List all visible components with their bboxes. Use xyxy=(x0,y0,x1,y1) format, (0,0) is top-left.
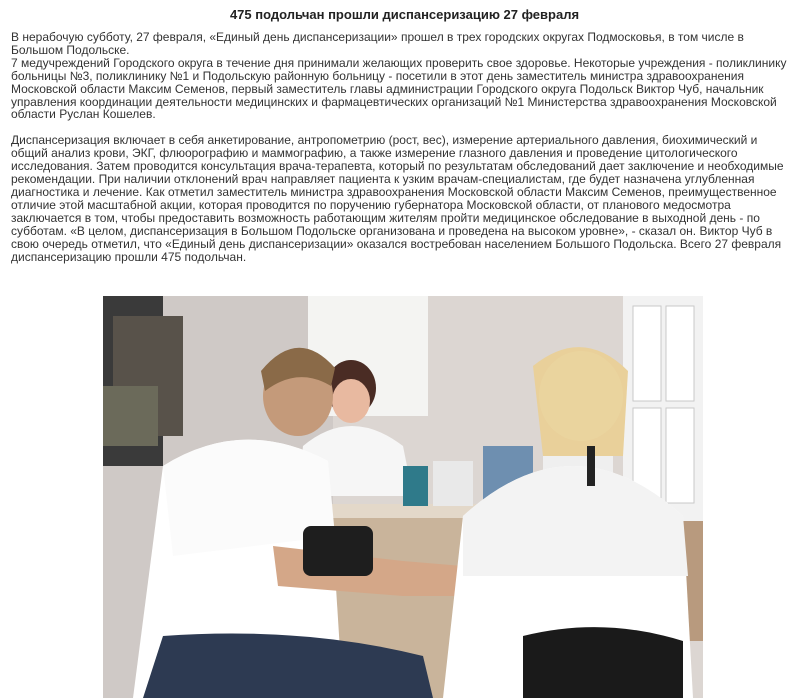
article-line: свою очередь отметил, что «Единый день диспансеризации» оказался востребован населением Большого Подольска. Всего 27 февраля xyxy=(11,236,782,251)
article-line: рекомендации. При наличии отклонений врач направляет пациента к узким врачам-специалистам, где будет назначена углубленная xyxy=(11,172,755,187)
article-line: заключается в том, чтобы предоставить возможность работающим жителям пройти медицинское обследование в выходной день - по xyxy=(11,210,760,225)
article-line: диагностика и лечение. Как отметил заместитель министра здравоохранения Московской области Максим Семенов, преимущественное xyxy=(11,184,777,199)
article-line: 7 медучреждений Городского округа в течение дня принимали желающих проверить свое здоровье. Некоторые учреждения - поликлинику xyxy=(11,55,787,70)
article-line: В нерабочую субботу, 27 февраля, «Единый день диспансеризации» прошел в трех городских округах Подмосковья, в том числе в xyxy=(11,30,744,44)
article-line: общий анализ крови, ЭКГ, флюорографию и маммографию, а также измерение глазного давления и проведение цитологического xyxy=(11,146,738,161)
article-line: отличие этой масштабной акции, которая проводится по поручению губернатора Московской области, от планового медосмотра xyxy=(11,197,731,212)
article-line: управления координации деятельности медицинских и фармацевтических организаций №1 Министерства здравоохранения Московской xyxy=(11,94,777,109)
article-line: больницы №3, поликлинику №1 и Подольскую районную больницу - посетили в этот день заместитель министра здравоохранения xyxy=(11,68,744,83)
article-photo xyxy=(103,296,703,698)
article-title: 475 подольчан прошли диспансеризацию 27 февраля xyxy=(229,7,580,22)
article-line: Московской области Максим Семенов, первый заместитель главы администрации Городского округа Подольск Виктор Чуб, начальник xyxy=(11,81,764,96)
article-line: области Руслан Кошелев. xyxy=(11,107,156,122)
article-line: Диспансеризация включает в себя анкетирование, антропометрию (рост, вес), измерение артериального давления, биохимический и xyxy=(11,133,758,148)
article-body xyxy=(11,31,796,263)
article-line: субботам. «В целом, диспансеризация в Большом Подольске организована и проведена на высоком уровне», - сказал он. Виктор Чуб в xyxy=(11,223,773,238)
article-line: Большом Подольске. xyxy=(11,42,130,57)
article-line: диспансеризацию прошли 475 подольчан. xyxy=(11,249,247,264)
article-line: исследования. Затем проводится консультация врача-терапевта, который по результатам обследований дает заключение и необходимые xyxy=(11,159,784,174)
